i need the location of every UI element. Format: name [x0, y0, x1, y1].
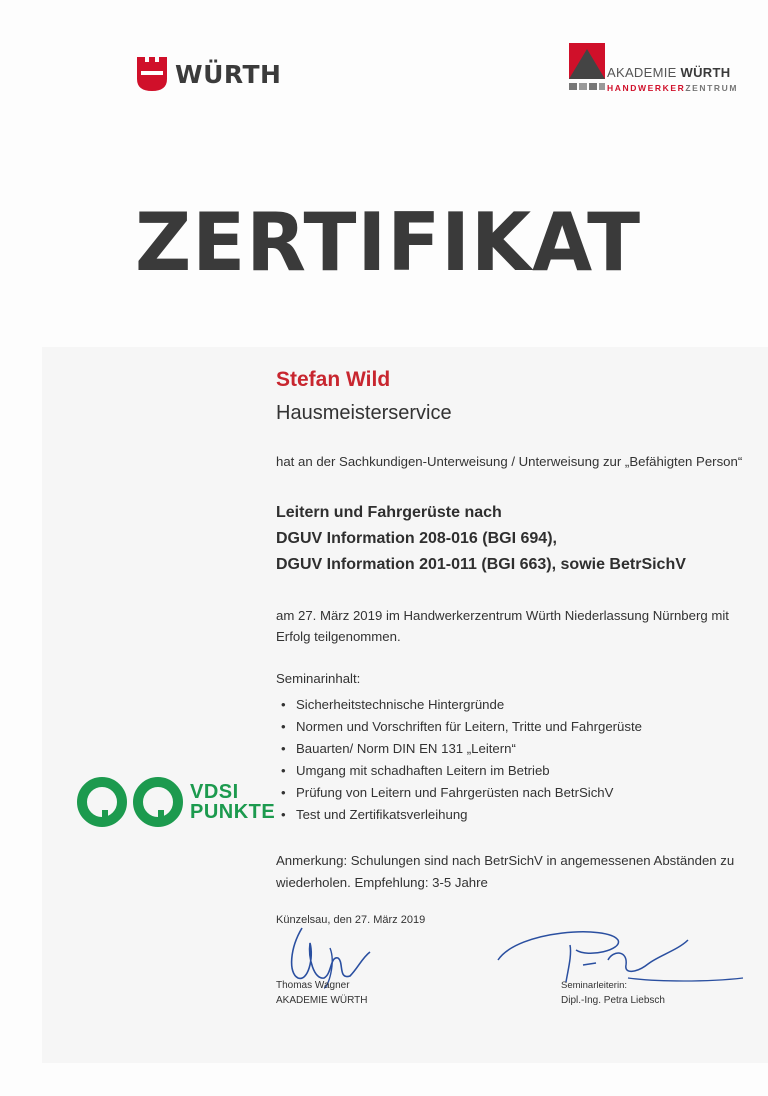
list-item: • Umgang mit schadhaften Leitern im Betrieb [276, 760, 642, 782]
list-item: • Prüfung von Leitern und Fahrgerüsten nach BetrSichV [276, 782, 642, 804]
akademie-logo-line2: HANDWERKERZENTRUM [607, 83, 739, 93]
seminar-heading: Seminarinhalt: [276, 671, 361, 686]
place-date: Künzelsau, den 27. März 2019 [276, 914, 426, 926]
wuerth-logo-icon [137, 57, 167, 91]
intro-text: hat an der Sachkundigen-Unterweisung / Unterweisung zur „Befähigten Person“ [276, 454, 743, 469]
course-title-line: DGUV Information 201-011 (BGI 663), sowie BetrSichV [276, 556, 686, 573]
signatory-organization: AKADEMIE WÜRTH [276, 995, 368, 1006]
seminar-leader-role: Seminarleiterin: [561, 980, 627, 991]
list-item: • Normen und Vorschriften für Leitern, Tritte und Fahrgerüste [276, 716, 642, 738]
signatory-name: Thomas Wagner [276, 980, 350, 991]
recipient-name: Stefan Wild [276, 368, 391, 391]
seminar-leader-name: Dipl.-Ing. Petra Liebsch [561, 995, 665, 1006]
wuerth-logo [137, 57, 281, 91]
wuerth-logo-text: WÜRTH [175, 59, 282, 89]
course-title-line: Leitern und Fahrgerüste nach [276, 504, 502, 521]
seminar-content-list [276, 694, 642, 826]
recommendation-note: Anmerkung: Schulungen sind nach BetrSichV in angemessenen Abständen zu wiederholen. Empfehlung: 3-5 Jahre [276, 853, 735, 890]
vdsi-label: VDSI [190, 781, 239, 803]
recipient-company: Hausmeisterservice [276, 402, 452, 424]
course-title-line: DGUV Information 208-016 (BGI 694), [276, 530, 557, 547]
list-item: • Test und Zertifikatsverleihung [276, 804, 642, 826]
akademie-logo-line1: AKADEMIE WÜRTH [607, 65, 731, 80]
certificate-title: ZERTIFIKAT [135, 196, 642, 289]
list-item: • Sicherheitstechnische Hintergründe [276, 694, 642, 716]
vdsi-points-label: PUNKTE [190, 801, 276, 823]
completion-text: am 27. März 2019 im Handwerkerzentrum Würth Niederlassung Nürnberg mit Erfolg teilgenommen. [276, 608, 729, 644]
course-title [276, 500, 686, 578]
list-item: • Bauarten/ Norm DIN EN 131 „Leitern“ [276, 738, 642, 760]
